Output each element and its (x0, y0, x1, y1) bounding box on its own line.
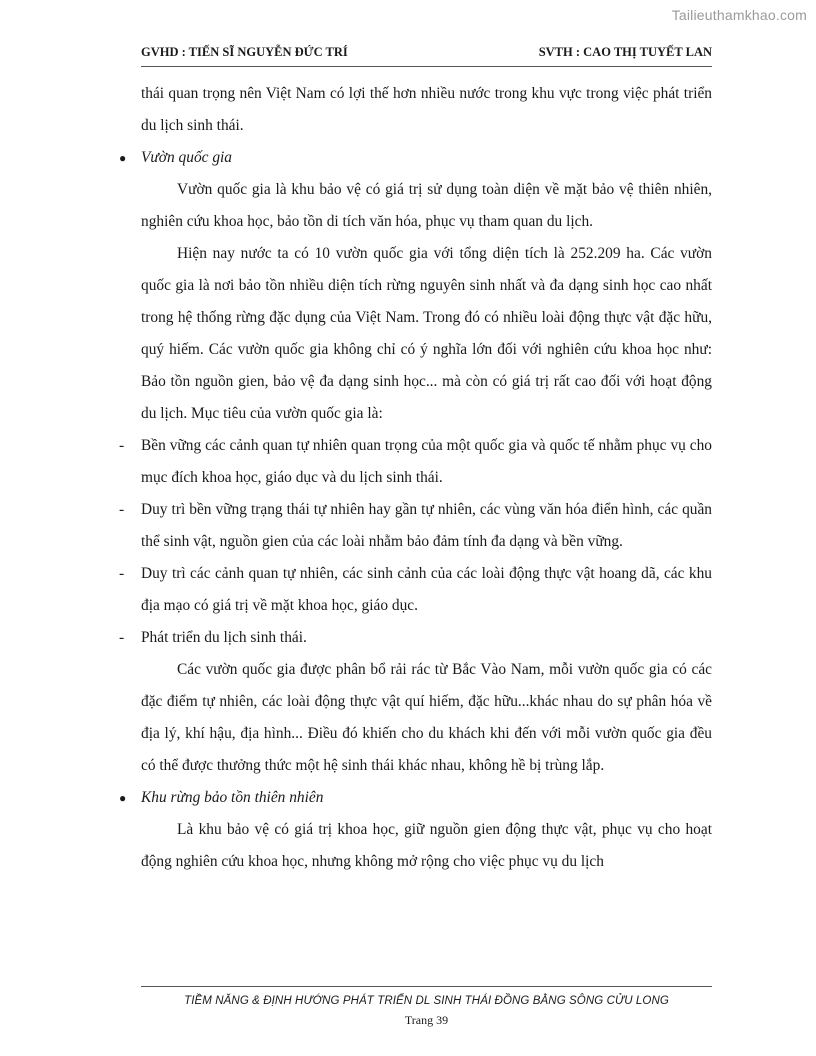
paragraph: thái quan trọng nên Việt Nam có lợi thế hơn nhiều nước trong khu vực trong việc phát triển du lịch sinh thái. (141, 85, 712, 134)
footer-divider (141, 986, 712, 987)
page-header (141, 45, 712, 60)
list-item-text: Phát triển du lịch sinh thái. (141, 629, 307, 646)
dash-list-item (119, 494, 712, 558)
section-heading: Khu rừng bảo tồn thiên nhiên (141, 789, 324, 806)
header-supervisor: GVHD : TIẾN SĨ NGUYỄN ĐỨC TRÍ (141, 45, 348, 59)
list-item-text: Bền vững các cảnh quan tự nhiên quan trọng của một quốc gia và quốc tế nhằm phục vụ cho mục đích khoa học, giáo dục và du lịch sinh thái. (141, 437, 712, 486)
paragraph: Các vườn quốc gia được phân bổ rải rác từ Bắc Vào Nam, mỗi vườn quốc gia có các đặc điểm tự nhiên, các loài động thực vật quí hiếm, đặc hữu...khác nhau do sự phân hóa về địa lý, khí hậu, địa hình... Điều đó khiến cho du khách khi đến với mỗi vườn quốc gia đều có thể được thưởng thức một hệ sinh thái khác nhau, không hề bị trùng lắp. (141, 661, 712, 774)
dash-list-item (119, 558, 712, 622)
dash-icon: - (119, 565, 125, 582)
dash-icon: - (119, 437, 125, 454)
footer-title: TIỀM NĂNG & ĐỊNH HƯỚNG PHÁT TRIỂN DL SINH THÁI ĐỒNG BẰNG SÔNG CỬU LONG (184, 995, 669, 1007)
dash-list-item (119, 622, 712, 654)
dash-list-item (119, 430, 712, 494)
document-body (119, 78, 712, 878)
watermark: Tailieuthamkhao.com (671, 7, 807, 23)
page-number: Trang 39 (404, 1013, 449, 1027)
section-heading: Vườn quốc gia (141, 149, 232, 166)
paragraph: Hiện nay nước ta có 10 vườn quốc gia với tổng diện tích là 252.209 ha. Các vườn quốc gia là nơi bảo tồn nhiều diện tích rừng nguyên sinh nhất và đa dạng sinh học cao nhất trong hệ thống rừng đặc dụng của Việt Nam. Trong đó có nhiều loài động thực vật đặc hữu, quý hiếm. Các vườn quốc gia không chỉ có ý nghĩa lớn đối với nghiên cứu khoa học như: Bảo tồn nguồn gien, bảo vệ đa dạng sinh học... mà còn có giá trị rất cao đối với hoạt động du lịch. Mục tiêu của vườn quốc gia là: (141, 245, 712, 422)
list-item-text: Duy trì bền vững trạng thái tự nhiên hay gần tự nhiên, các vùng văn hóa điển hình, các quần thể sinh vật, nguồn gien của các loài nhằm bảo đảm tính đa dạng và bền vững. (141, 501, 712, 550)
header-divider (141, 66, 712, 67)
bullet-heading (119, 782, 712, 814)
paragraph: Vườn quốc gia là khu bảo vệ có giá trị sử dụng toàn diện về mặt bảo vệ thiên nhiên, nghiên cứu khoa học, bảo tồn di tích văn hóa, phục vụ tham quan du lịch. (141, 181, 712, 230)
bullet-heading (119, 142, 712, 174)
dash-icon: - (119, 629, 125, 646)
bullet-icon: ● (119, 791, 127, 805)
header-student: SVTH : CAO THỊ TUYẾT LAN (538, 45, 712, 59)
bullet-icon: ● (119, 151, 127, 165)
dash-icon: - (119, 501, 125, 518)
list-item-text: Duy trì các cảnh quan tự nhiên, các sinh cảnh của các loài động thực vật hoang dã, các khu địa mạo có giá trị về mặt khoa học, giáo dục. (141, 565, 712, 614)
paragraph: Là khu bảo vệ có giá trị khoa học, giữ nguồn gien động thực vật, phục vụ cho hoạt động nghiên cứu khoa học, nhưng không mở rộng cho việc phục vụ du lịch (141, 821, 712, 870)
